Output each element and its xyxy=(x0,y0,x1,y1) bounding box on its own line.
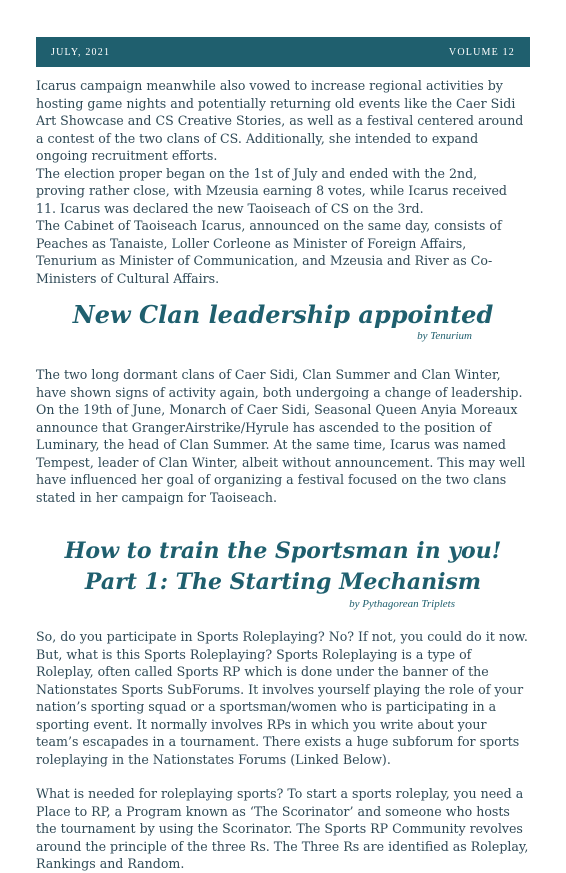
article-title: New Clan leadership appointed xyxy=(72,300,494,329)
newsletter-content xyxy=(36,77,530,873)
intro-paragraph: The Cabinet of Taoiseach Icarus, announced on the same day, consists of Peaches as Tanaiste, Loller Corleone as Minister of Foreign Affairs, Tenurium as Minister of Communication, and Mzeusia and River as Co-Ministers of Cultural Affairs. xyxy=(36,218,502,286)
article-byline: by Tenurium xyxy=(417,330,472,342)
article-title-line1: How to train the Sportsman in you! xyxy=(64,538,502,564)
issue-date: JULY, 2021 xyxy=(51,46,111,58)
article-body: What is needed for roleplaying sports? To start a sports roleplay, you need a Place to RP, a Program known as ‘The Scorinator’ and someone who hosts the tournament by using the Scorinator. The Sports RP Community revolves around the principle of the three Rs. The Three Rs are identified as Roleplay, Rankings and Random. xyxy=(36,786,529,871)
article-body: So, do you participate in Sports Roleplaying? No? If not, you could do it now. But, what is this Sports Roleplaying? Sports Roleplaying is a type of Roleplay, often called Sports RP which is done under the banner of the Nationstates Sports SubForums. It involves yourself playing the role of your nation’s sporting squad or a sportsman/women who is participating in a sporting event. It normally involves RPs in which you write about your team’s escapades in a tournament. There exists a huge subforum for sports roleplaying in the Nationstates Forums (Linked Below). xyxy=(36,629,528,767)
intro-paragraph: The election proper began on the 1st of July and ended with the 2nd, proving rather close, with Mzeusia earning 8 votes, while Icarus received 11. Icarus was declared the new Taoiseach of CS on the 3rd. xyxy=(36,165,507,216)
article-title-line2: Part 1: The Starting Mechanism xyxy=(84,569,482,595)
article-body: The two long dormant clans of Caer Sidi, Clan Summer and Clan Winter, have shown signs of activity again, both undergoing a change of leadership. On the 19th of June, Monarch of Caer Sidi, Seasonal Queen Anyia Moreaux announce that GrangerAirstrike/Hyrule has ascended to the position of Luminary, the head of Clan Summer. At the same time, Icarus was named Tempest, leader of Clan Winter, albeit without announcement. This may well have influenced her goal of organizing a festival focused on the two clans stated in her campaign for Taoiseach. xyxy=(36,367,526,505)
newsletter-header-bar xyxy=(36,37,530,67)
intro-paragraph: Icarus campaign meanwhile also vowed to increase regional activities by hosting game nights and potentially returning old events like the Caer Sidi Art Showcase and CS Creative Stories, as well as a festival centered around a contest of the two clans of CS. Additionally, she intended to expand ongoing recruitment efforts. xyxy=(36,78,524,163)
article-byline: by Pythagorean Triplets xyxy=(349,598,455,610)
issue-volume: VOLUME 12 xyxy=(448,46,515,58)
